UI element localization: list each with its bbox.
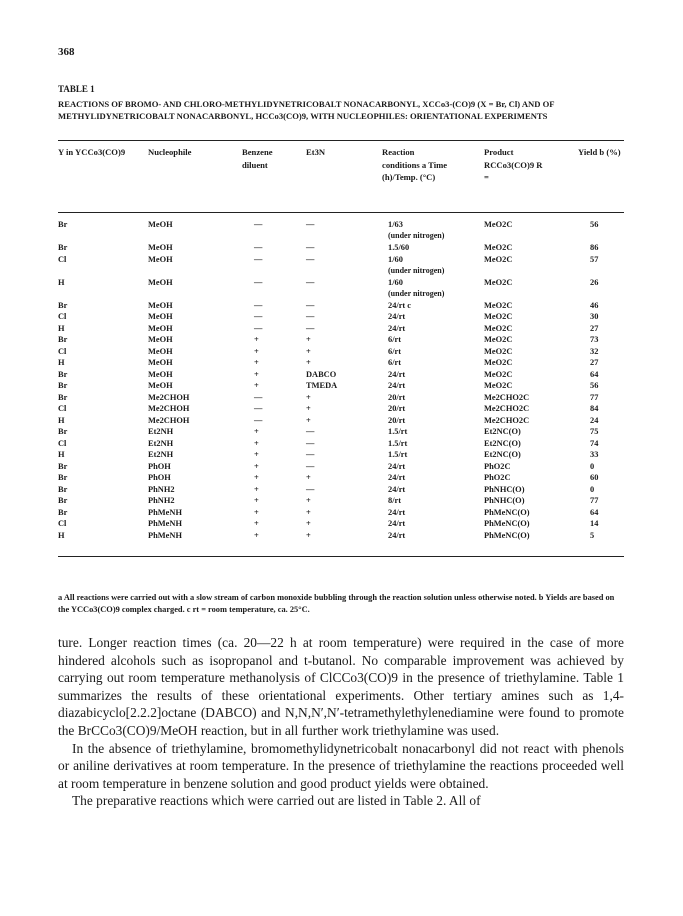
cell-nu: MeOH bbox=[148, 369, 173, 379]
cell-bz: — bbox=[254, 404, 263, 413]
cell-nu: Et2NH bbox=[148, 438, 174, 448]
cell-prod: PhMeNC(O) bbox=[484, 519, 530, 528]
cell-base: — bbox=[306, 323, 315, 333]
cell-note: (under nitrogen) bbox=[388, 265, 445, 275]
table-row bbox=[58, 473, 624, 484]
table-row bbox=[58, 335, 624, 346]
table-row bbox=[58, 462, 624, 473]
table-row bbox=[58, 381, 624, 392]
table-bottom-rule bbox=[58, 556, 624, 557]
cell-yld: 64 bbox=[590, 369, 599, 379]
table-caption: REACTIONS OF BROMO- AND CHLORO-METHYLIDYNETRICOBALT NONACARBONYL, XCCo3-(CO)9 (X = Br, Cl) AND OF METHYLIDYNETRICOBALT NONACARBONYL, HCCo3(CO)9, WITH NUCLEOPHILES: ORIENTATIONAL EXPERIMENTS bbox=[58, 99, 555, 121]
cell-cond: 6/rt bbox=[388, 346, 402, 356]
cell-yld: 26 bbox=[590, 277, 599, 287]
cell-cond: 20/rt bbox=[388, 404, 406, 413]
table-row bbox=[58, 301, 624, 312]
cell-bz: + bbox=[254, 438, 259, 448]
cell-yld: 5 bbox=[590, 530, 595, 540]
cell-y: Cl bbox=[58, 404, 67, 413]
cell-cond: 24/rt c bbox=[388, 300, 412, 310]
cell-prod: MeO2C bbox=[484, 358, 513, 367]
table-row bbox=[58, 347, 624, 358]
cell-note: (under nitrogen) bbox=[388, 288, 445, 298]
paragraph-1: ture. Longer reaction times (ca. 20—22 h at room temperature) were required in the case of more hindered alcohols such as isopropanol and t-butanol. No comparable improvement was achieved by carrying out room temperature methanolysis of ClCCo3(CO)9 in the presence of triethylamine. Table 1 summarizes the results of these orientational experiments. Other tertiary amines such as 1,4-diazabicyclo[2.2.2]octane (DABCO) and N,N,N′,N′-tetramethylethylenediamine were found to promote the BrCCo3(CO)9/MeOH reaction, but in all further work triethylamine was used. bbox=[58, 635, 624, 738]
cell-cond: 6/rt bbox=[388, 358, 402, 367]
cell-nu: PhMeNH bbox=[148, 519, 182, 528]
cell-prod: Et2NC(O) bbox=[484, 450, 521, 459]
table-row bbox=[58, 439, 624, 450]
cell-yld: 74 bbox=[590, 438, 599, 448]
cell-cond: 24/rt bbox=[388, 507, 406, 517]
cell-y: H bbox=[58, 415, 65, 425]
table-row bbox=[58, 370, 624, 381]
table-row bbox=[58, 404, 624, 415]
cell-nu: Me2CHOH bbox=[148, 392, 190, 402]
cell-nu: PhMeNH bbox=[148, 530, 182, 540]
cell-bz: — bbox=[254, 243, 263, 252]
cell-cond: 6/rt bbox=[388, 335, 402, 344]
cell-y: Br bbox=[58, 461, 68, 471]
cell-yld: 14 bbox=[590, 519, 599, 528]
body-text bbox=[58, 634, 624, 810]
cell-prod: Et2NC(O) bbox=[484, 438, 521, 448]
cell-bz: — bbox=[254, 254, 263, 264]
cell-base: — bbox=[306, 243, 315, 252]
cell-base: DABCO bbox=[306, 369, 337, 379]
table-row bbox=[58, 324, 624, 335]
paragraph-2: In the absence of triethylamine, bromomethylidynetricobalt nonacarbonyl did not react with phenols or aniline derivatives at room temperature. In the presence of triethylamine the reactions proceeded well at room temperature in benzene solution and good product yields were obtained. bbox=[58, 740, 624, 791]
cell-yld: 0 bbox=[590, 484, 595, 494]
cell-cond: 1/63 bbox=[388, 220, 403, 229]
cell-bz: — bbox=[254, 277, 263, 287]
cell-y: H bbox=[58, 277, 65, 287]
cell-bz: + bbox=[254, 381, 259, 390]
cell-base: — bbox=[306, 277, 315, 287]
cell-cond: 24/rt bbox=[388, 519, 406, 528]
cell-bz: — bbox=[254, 300, 263, 310]
table-row bbox=[58, 485, 624, 496]
cell-prod: PhNHC(O) bbox=[484, 484, 525, 494]
cell-base: + bbox=[306, 415, 311, 425]
cell-nu: PhOH bbox=[148, 473, 171, 482]
cell-nu: Et2NH bbox=[148, 450, 174, 459]
cell-base: + bbox=[306, 335, 311, 344]
cell-bz: + bbox=[254, 484, 259, 494]
cell-prod: MeO2C bbox=[484, 369, 513, 379]
cell-yld: 30 bbox=[590, 312, 599, 321]
cell-base: — bbox=[306, 484, 315, 494]
page-number: 368 bbox=[58, 46, 75, 58]
cell-prod: MeO2C bbox=[484, 312, 513, 321]
cell-y: Cl bbox=[58, 519, 67, 528]
cell-bz: + bbox=[254, 507, 259, 517]
cell-cond: 24/rt bbox=[388, 461, 406, 471]
cell-y: H bbox=[58, 358, 65, 367]
cell-cond: 24/rt bbox=[388, 312, 406, 321]
cell-cond: 24/rt bbox=[388, 530, 406, 540]
cell-cond: 1.5/rt bbox=[388, 427, 408, 436]
cell-yld: 73 bbox=[590, 335, 599, 344]
cell-prod: Me2CHO2C bbox=[484, 392, 530, 402]
cell-y: Br bbox=[58, 335, 68, 344]
cell-bz: + bbox=[254, 346, 259, 356]
paragraph-3: The preparative reactions which were carried out are listed in Table 2. All of bbox=[72, 793, 481, 809]
cell-base: + bbox=[306, 519, 311, 528]
cell-cond: 1.5/rt bbox=[388, 450, 408, 459]
cell-bz: + bbox=[254, 427, 259, 436]
cell-y: Cl bbox=[58, 438, 67, 448]
cell-bz: + bbox=[254, 369, 259, 379]
cell-bz: + bbox=[254, 519, 259, 528]
cell-nu: PhNH2 bbox=[148, 484, 175, 494]
table-row bbox=[58, 243, 624, 254]
cell-nu: MeOH bbox=[148, 312, 173, 321]
cell-yld: 56 bbox=[590, 220, 599, 229]
cell-bz: + bbox=[254, 358, 259, 367]
cell-prod: Me2CHO2C bbox=[484, 415, 530, 425]
cell-prod: MeO2C bbox=[484, 277, 513, 287]
cell-nu: PhMeNH bbox=[148, 507, 182, 517]
cell-prod: MeO2C bbox=[484, 323, 513, 333]
cell-base: — bbox=[306, 220, 315, 229]
cell-nu: MeOH bbox=[148, 358, 173, 367]
cell-note: (under nitrogen) bbox=[388, 231, 445, 240]
cell-cond: 24/rt bbox=[388, 381, 406, 390]
cell-base: — bbox=[306, 312, 315, 321]
table-row bbox=[58, 416, 624, 427]
cell-cond: 8/rt bbox=[388, 496, 402, 505]
cell-yld: 77 bbox=[590, 496, 599, 505]
cell-y: Br bbox=[58, 220, 68, 229]
cell-base: TMEDA bbox=[306, 381, 338, 390]
cell-yld: 27 bbox=[590, 358, 599, 367]
cell-yld: 77 bbox=[590, 392, 599, 402]
cell-y: Cl bbox=[58, 254, 67, 264]
cell-yld: 84 bbox=[590, 404, 599, 413]
cell-yld: 0 bbox=[590, 461, 595, 471]
cell-base: + bbox=[306, 507, 311, 517]
table-footnote: a All reactions were carried out with a slow stream of carbon monoxide bubbling through the reaction solution unless otherwise noted. b Yields are based on the YCCo3(CO)9 complex charged. c rt = room temperature, ca. 25°C. bbox=[58, 593, 615, 614]
cell-bz: + bbox=[254, 335, 259, 344]
cell-y: Br bbox=[58, 300, 68, 310]
cell-prod: MeO2C bbox=[484, 254, 513, 264]
cell-y: Br bbox=[58, 496, 68, 505]
cell-bz: + bbox=[254, 496, 259, 505]
table-row bbox=[58, 519, 624, 530]
cell-yld: 86 bbox=[590, 243, 599, 252]
cell-nu: MeOH bbox=[148, 323, 173, 333]
header-yield: Yield b (%) bbox=[578, 147, 621, 157]
cell-y: H bbox=[58, 450, 65, 459]
cell-bz: — bbox=[254, 323, 263, 333]
table-row bbox=[58, 531, 624, 542]
table-row bbox=[58, 358, 624, 369]
cell-bz: + bbox=[254, 473, 259, 482]
cell-cond: 24/rt bbox=[388, 473, 406, 482]
cell-base: + bbox=[306, 358, 311, 367]
table-row bbox=[58, 427, 624, 438]
cell-bz: + bbox=[254, 530, 259, 540]
table-row bbox=[58, 393, 624, 404]
cell-base: — bbox=[306, 461, 315, 471]
header-y: Y in YCCo3(CO)9 bbox=[58, 147, 126, 157]
cell-nu: MeOH bbox=[148, 300, 173, 310]
cell-yld: 60 bbox=[590, 473, 599, 482]
cell-prod: PhMeNC(O) bbox=[484, 507, 530, 517]
cell-bz: — bbox=[254, 220, 263, 229]
cell-bz: — bbox=[254, 312, 263, 321]
cell-nu: Et2NH bbox=[148, 427, 174, 436]
cell-base: — bbox=[306, 438, 315, 448]
cell-nu: Me2CHOH bbox=[148, 415, 190, 425]
cell-cond: 1.5/60 bbox=[388, 243, 410, 252]
cell-nu: PhOH bbox=[148, 461, 171, 471]
cell-cond: 20/rt bbox=[388, 392, 406, 402]
table-header-rule bbox=[58, 212, 624, 213]
cell-prod: PhMeNC(O) bbox=[484, 530, 530, 540]
cell-y: Br bbox=[58, 473, 68, 482]
cell-bz: — bbox=[254, 392, 263, 402]
cell-base: + bbox=[306, 392, 311, 402]
table-row bbox=[58, 508, 624, 519]
cell-y: H bbox=[58, 323, 65, 333]
header-benzene: Benzene diluent bbox=[242, 147, 273, 170]
cell-bz: + bbox=[254, 461, 259, 471]
cell-y: Br bbox=[58, 243, 68, 252]
cell-cond: 20/rt bbox=[388, 415, 406, 425]
cell-prod: Et2NC(O) bbox=[484, 427, 521, 436]
cell-base: — bbox=[306, 300, 315, 310]
table-row bbox=[58, 220, 624, 240]
table-top-rule bbox=[58, 140, 624, 141]
header-product: Product RCCo3(CO)9 R = bbox=[484, 147, 543, 182]
cell-bz: + bbox=[254, 450, 259, 459]
header-et3n: Et3N bbox=[306, 147, 326, 157]
cell-prod: PhO2C bbox=[484, 461, 511, 471]
cell-y: Br bbox=[58, 392, 68, 402]
cell-prod: Me2CHO2C bbox=[484, 404, 530, 413]
cell-prod: PhO2C bbox=[484, 473, 511, 482]
cell-prod: MeO2C bbox=[484, 335, 513, 344]
cell-y: Br bbox=[58, 381, 68, 390]
cell-cond: 24/rt bbox=[388, 369, 406, 379]
cell-y: Cl bbox=[58, 346, 67, 356]
cell-y: Cl bbox=[58, 312, 67, 321]
cell-nu: MeOH bbox=[148, 346, 173, 356]
cell-nu: MeOH bbox=[148, 381, 173, 390]
cell-prod: PhNHC(O) bbox=[484, 496, 525, 505]
table-row bbox=[58, 254, 624, 275]
cell-y: Br bbox=[58, 484, 68, 494]
cell-nu: MeOH bbox=[148, 254, 173, 264]
table-label: TABLE 1 bbox=[58, 84, 95, 94]
cell-nu: MeOH bbox=[148, 335, 173, 344]
cell-nu: MeOH bbox=[148, 243, 173, 252]
cell-y: Br bbox=[58, 369, 68, 379]
cell-yld: 46 bbox=[590, 300, 599, 310]
cell-prod: MeO2C bbox=[484, 220, 513, 229]
cell-base: — bbox=[306, 254, 315, 264]
cell-nu: Me2CHOH bbox=[148, 404, 190, 413]
cell-cond: 24/rt bbox=[388, 323, 406, 333]
cell-base: + bbox=[306, 496, 311, 505]
cell-base: + bbox=[306, 346, 311, 356]
cell-prod: MeO2C bbox=[484, 300, 513, 310]
cell-base: + bbox=[306, 473, 311, 482]
table-row bbox=[58, 496, 624, 507]
cell-yld: 64 bbox=[590, 507, 599, 517]
cell-prod: MeO2C bbox=[484, 381, 513, 390]
cell-y: H bbox=[58, 530, 65, 540]
cell-base: + bbox=[306, 404, 311, 413]
table-row bbox=[58, 277, 624, 298]
cell-nu: MeOH bbox=[148, 220, 173, 229]
cell-yld: 33 bbox=[590, 450, 599, 459]
header-conditions: Reaction conditions a Time (h)/Temp. (°C) bbox=[382, 147, 448, 182]
cell-base: + bbox=[306, 530, 311, 540]
cell-yld: 27 bbox=[590, 323, 599, 333]
cell-nu: MeOH bbox=[148, 277, 173, 287]
cell-cond: 1/60 bbox=[388, 277, 403, 287]
cell-cond: 24/rt bbox=[388, 484, 406, 494]
table-row bbox=[58, 312, 624, 323]
header-nucleophile: Nucleophile bbox=[148, 147, 192, 157]
cell-nu: PhNH2 bbox=[148, 496, 175, 505]
cell-bz: — bbox=[254, 415, 263, 425]
cell-yld: 32 bbox=[590, 346, 599, 356]
cell-yld: 57 bbox=[590, 254, 599, 264]
cell-cond: 1/60 bbox=[388, 254, 403, 264]
cell-yld: 24 bbox=[590, 415, 599, 425]
cell-base: — bbox=[306, 450, 315, 459]
cell-yld: 75 bbox=[590, 427, 599, 436]
cell-prod: MeO2C bbox=[484, 346, 513, 356]
cell-base: — bbox=[306, 427, 315, 436]
cell-cond: 1.5/rt bbox=[388, 438, 408, 448]
cell-y: Br bbox=[58, 427, 68, 436]
cell-y: Br bbox=[58, 507, 68, 517]
table-row bbox=[58, 450, 624, 461]
cell-prod: MeO2C bbox=[484, 243, 513, 252]
cell-yld: 56 bbox=[590, 381, 599, 390]
